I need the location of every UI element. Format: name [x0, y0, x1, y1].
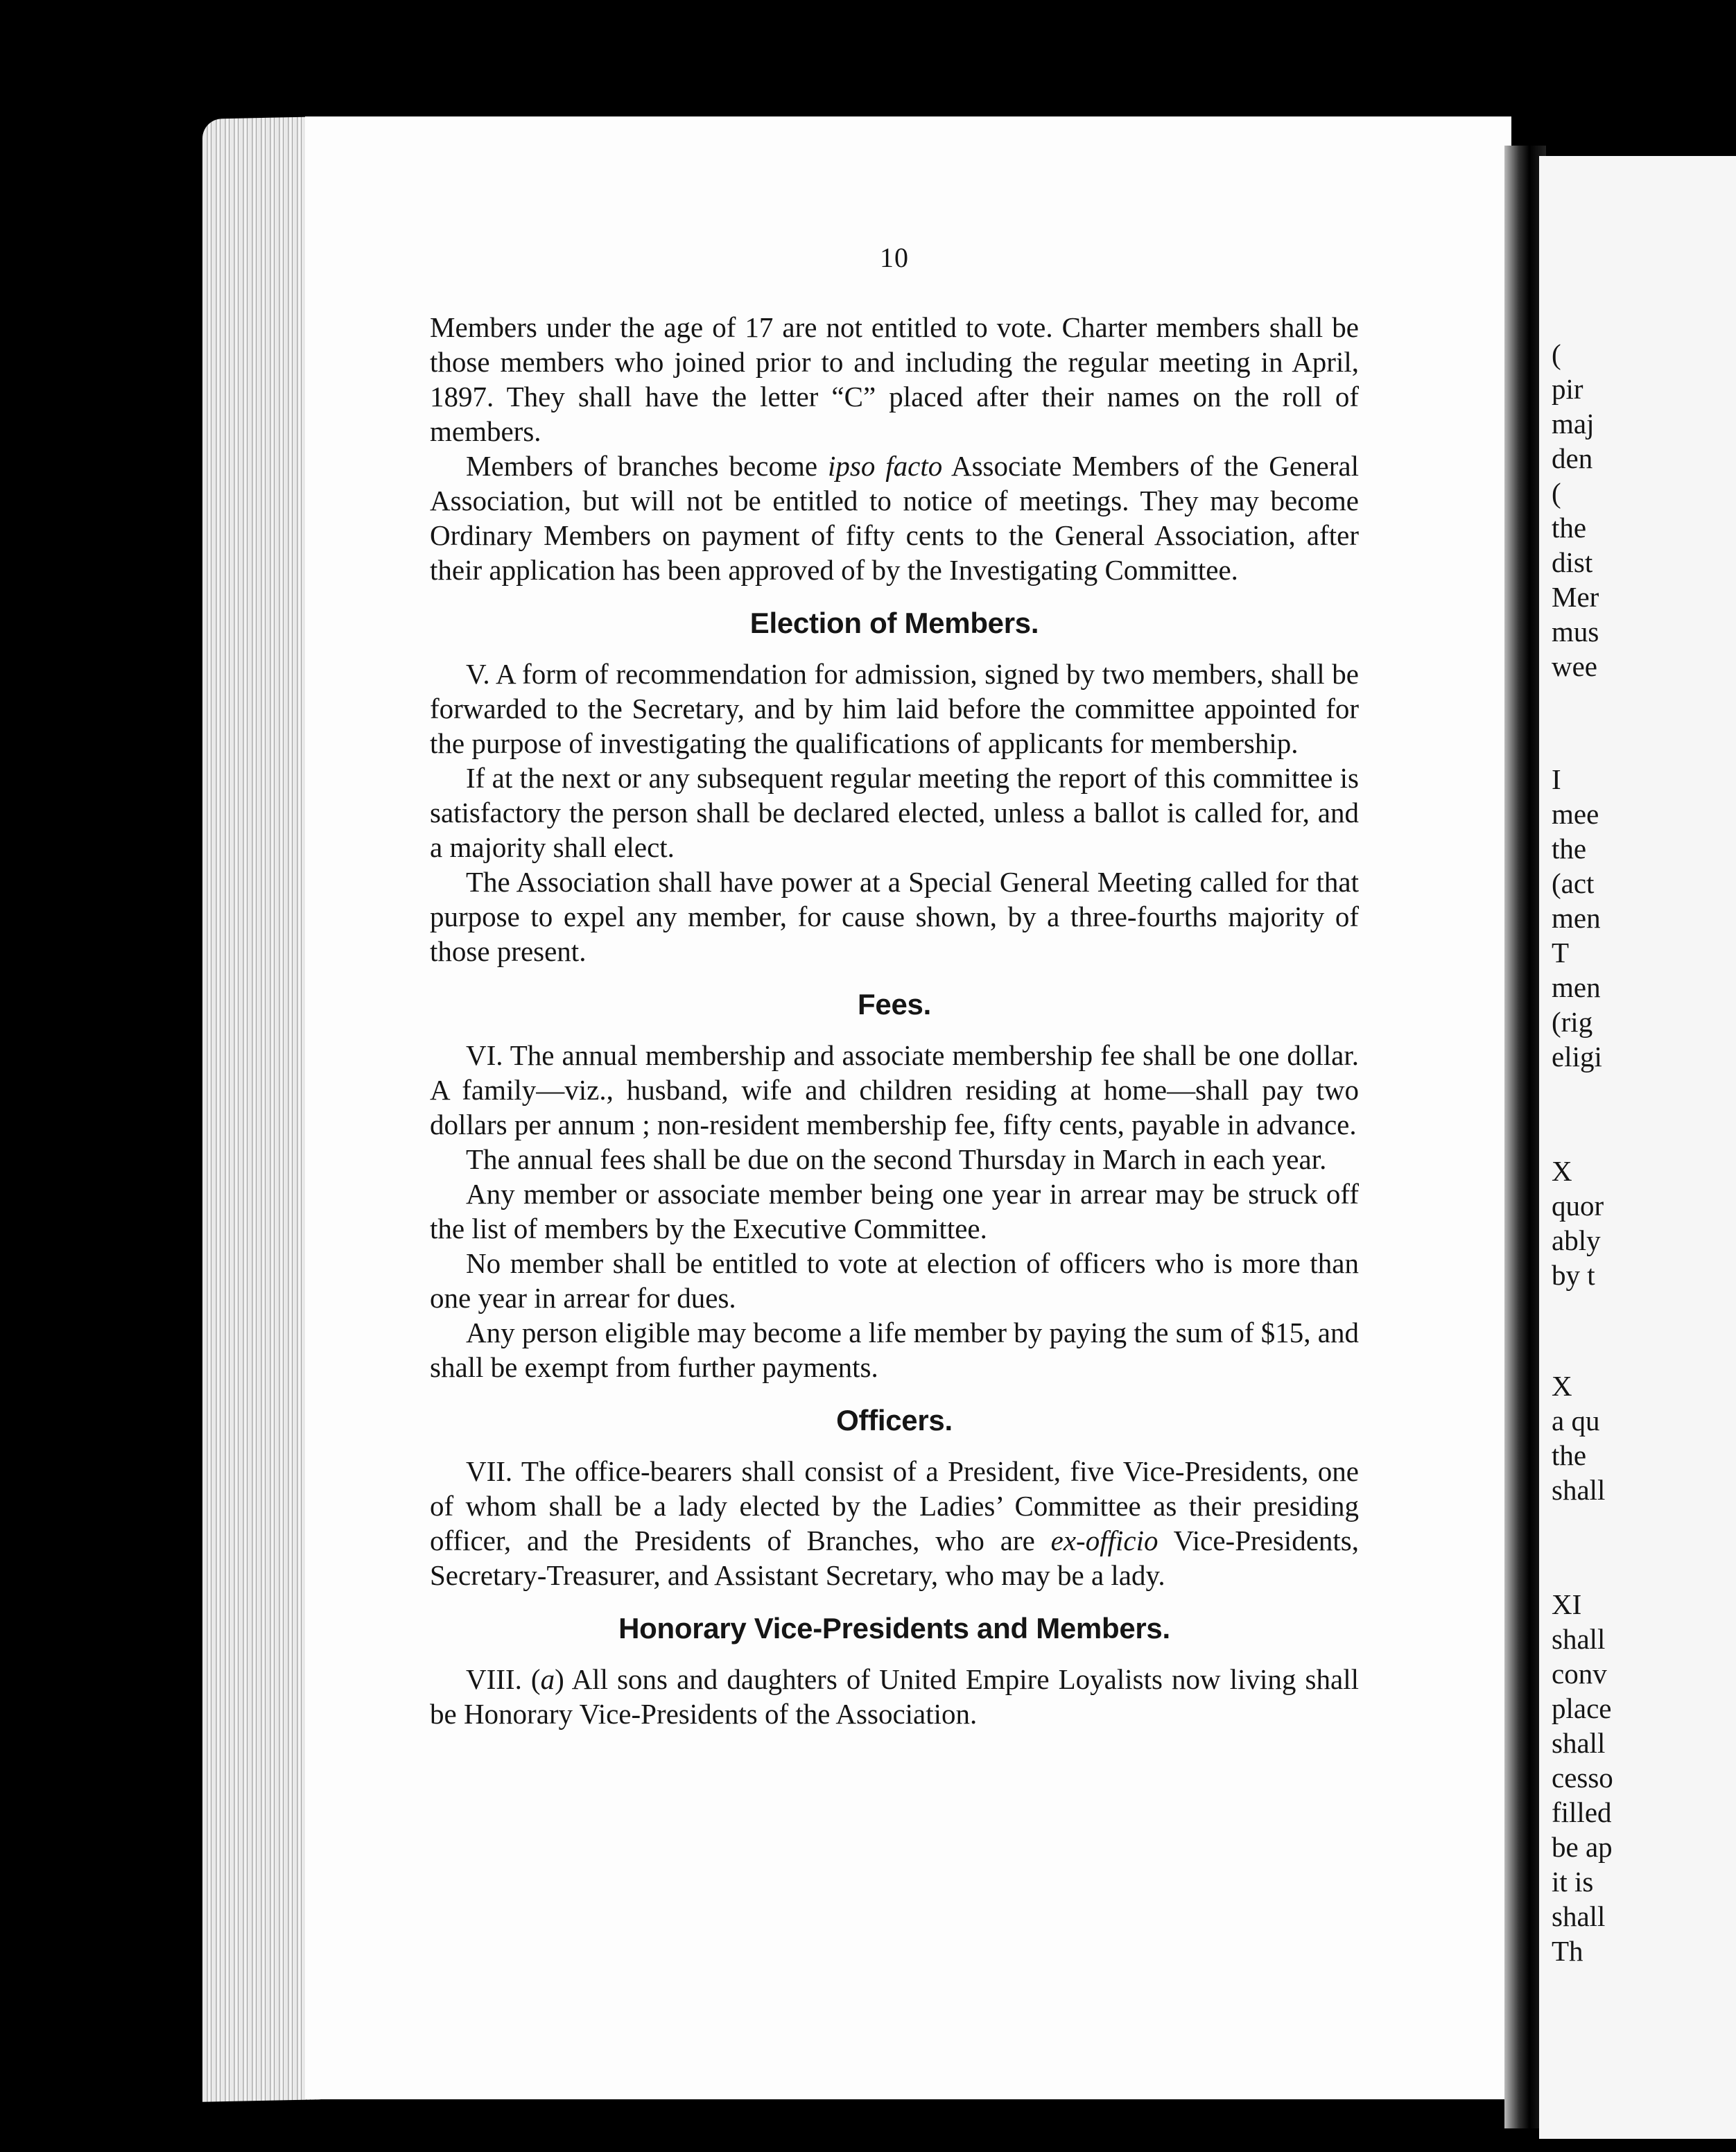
right-line: cesso — [1552, 1762, 1613, 1794]
right-line: Th — [1552, 1935, 1583, 1967]
right-line: a qu — [1552, 1405, 1600, 1437]
right-line: be ap — [1552, 1831, 1613, 1863]
right-line: it is — [1552, 1866, 1594, 1898]
page-content — [430, 241, 1359, 1731]
italic-term: ipso facto — [828, 450, 943, 482]
paragraph: The annual fees shall be due on the second Thursday in March in each year. — [466, 1143, 1327, 1175]
right-line: filled — [1552, 1796, 1612, 1828]
right-line: pir — [1552, 373, 1583, 405]
text-run: Vice-Presidents, Secretary-Treasurer, and Assistant Secretary, who may be a lady. — [430, 1525, 1359, 1591]
section-heading-fees: Fees. — [858, 988, 931, 1021]
paragraph: Members under the age of 17 are not entitled to vote. Charter members shall be those members who joined prior to and including the regular meeting in April, 1897. They shall have the letter “C” placed after their names on the roll of members. — [430, 311, 1359, 447]
right-line: ( — [1552, 338, 1561, 370]
paragraph: V. A form of recommendation for admission, signed by two members, shall be forwarded to the Secretary, and by him laid before the committee appointed for the purpose of investigating the qualifications of applicants for membership. — [430, 658, 1359, 759]
right-line: mee — [1552, 798, 1599, 830]
right-line: X — [1552, 1370, 1572, 1402]
right-line: shall — [1552, 1623, 1606, 1655]
text-run: Members of branches become — [466, 450, 828, 482]
right-line: (act — [1552, 867, 1595, 899]
right-line: the — [1552, 1439, 1587, 1471]
right-page-fragment — [1539, 156, 1736, 2139]
right-line: the — [1552, 833, 1587, 865]
paragraph: Any member or associate member being one year in arrear may be struck off the list of members by the Executive Committee. — [430, 1178, 1359, 1244]
paragraph — [430, 1662, 1359, 1731]
right-line: shall — [1552, 1727, 1606, 1759]
right-line: X — [1552, 1155, 1572, 1187]
section-heading-honorary: Honorary Vice-Presidents and Members. — [618, 1612, 1170, 1645]
page-number: 10 — [880, 242, 909, 273]
right-line: XI — [1552, 1588, 1582, 1620]
section-heading-election: Election of Members. — [749, 607, 1039, 639]
section-heading-officers: Officers. — [836, 1404, 953, 1437]
right-line: (rig — [1552, 1006, 1593, 1038]
text-run: Associate Members of the General Association, but will not be entitled to notice of meetings. They may become Ordinary Members on payment of fifty cents to the General Association, after their application has been approved of by the Investigating Committee. — [430, 450, 1359, 586]
right-line: men — [1552, 971, 1601, 1003]
italic-term: a — [540, 1663, 555, 1695]
italic-term: ex-officio — [1050, 1525, 1158, 1556]
text-run: ) All sons and daughters of United Empire Loyalists now living shall be Honorary Vice-Presidents of the Association. — [430, 1663, 1359, 1730]
paragraph: If at the next or any subsequent regular meeting the report of this committee is satisfactory the person shall be declared elected, unless a ballot is called for, and a majority shall elect. — [430, 762, 1359, 863]
right-line: by t — [1552, 1259, 1595, 1291]
right-line: ( — [1552, 477, 1561, 509]
right-line: dist — [1552, 546, 1593, 578]
text-run: VIII. ( — [466, 1663, 541, 1695]
right-line: men — [1552, 902, 1601, 934]
right-line: the — [1552, 512, 1587, 544]
right-line: shall — [1552, 1474, 1606, 1506]
right-line: Mer — [1552, 581, 1599, 613]
right-line: wee — [1552, 650, 1598, 682]
paragraph — [430, 449, 1359, 587]
paragraph — [430, 1454, 1359, 1593]
right-line: T — [1552, 937, 1570, 969]
right-line: mus — [1552, 616, 1599, 648]
right-line: shall — [1552, 1900, 1606, 1932]
paragraph: VI. The annual membership and associate membership fee shall be one dollar. A family—viz., husband, wife and children residing at home—shall pay two dollars per annum ; non-resident membership fee, fifty cents, payable in advance. — [430, 1039, 1359, 1140]
right-page-text — [1539, 156, 1736, 2139]
paragraph: The Association shall have power at a Special General Meeting called for that purpose to expel any member, for cause shown, by a three-fourths majority of those present. — [430, 866, 1359, 967]
right-line: conv — [1552, 1658, 1607, 1690]
right-line: quor — [1552, 1190, 1604, 1222]
book-page-edges — [202, 116, 320, 2102]
right-line: place — [1552, 1692, 1612, 1724]
text-run: VII. The office-bearers shall consist of a President, five Vice-Presidents, one of whom shall be a lady elected by the Ladies’ Committee as their presiding officer, and the Presidents of Branches, who are — [430, 1455, 1359, 1556]
right-line: eligi — [1552, 1041, 1602, 1073]
paragraph: No member shall be entitled to vote at election of officers who is more than one year in arrear for dues. — [430, 1247, 1359, 1314]
right-line: maj — [1552, 408, 1595, 440]
paragraph: Any person eligible may become a life member by paying the sum of $15, and shall be exempt from further payments. — [430, 1317, 1359, 1383]
right-line: ably — [1552, 1224, 1601, 1256]
right-line: den — [1552, 442, 1593, 474]
right-line: I — [1552, 763, 1561, 795]
